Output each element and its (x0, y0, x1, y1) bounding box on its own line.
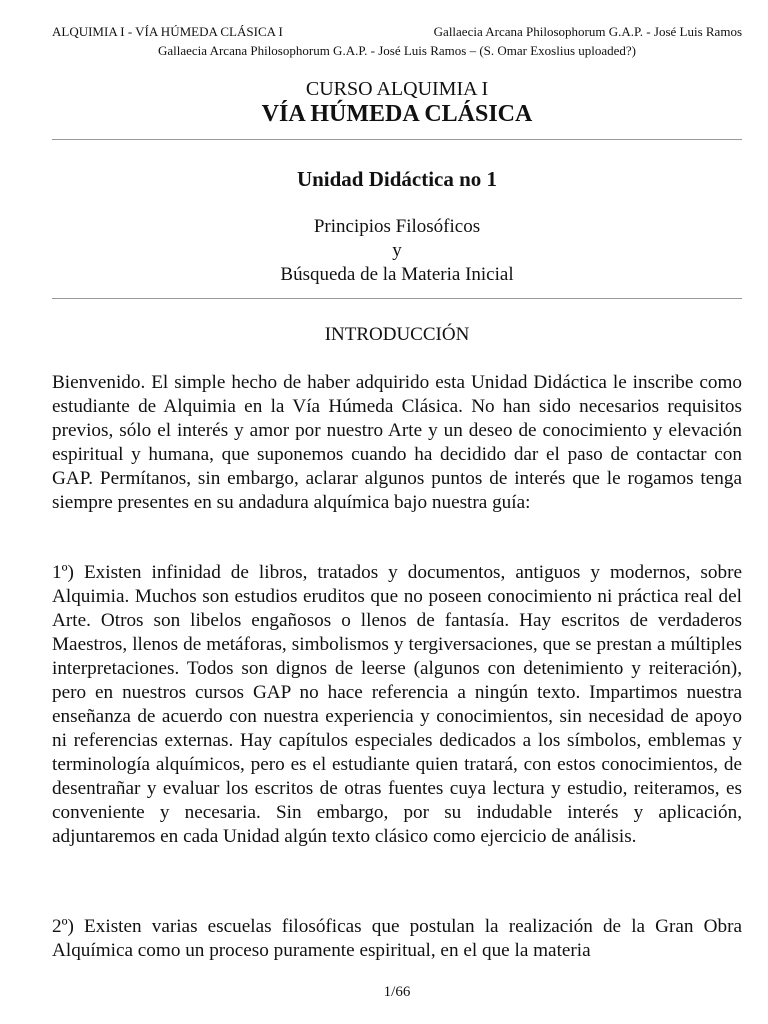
header-second-line: Gallaecia Arcana Philosophorum G.A.P. - José Luis Ramos – (S. Omar Exoslius uploaded?) (157, 43, 637, 58)
unit-subtitle-line: Búsqueda de la Materia Inicial (280, 264, 514, 285)
section-heading: INTRODUCCIÓN (324, 324, 470, 345)
divider-bottom (52, 298, 742, 299)
page-number: 1/66 (383, 984, 411, 1000)
unit-subtitle-line: y (392, 240, 402, 261)
unit-subtitle-line: Principios Filosóficos (313, 216, 481, 237)
header-right-text: Gallaecia Arcana Philosophorum G.A.P. - José Luis Ramos (433, 24, 742, 39)
unit-heading: Unidad Didáctica no 1 (296, 167, 498, 191)
header-left-text: ALQUIMIA I - VÍA HÚMEDA CLÁSICA I (52, 24, 283, 39)
document-page (52, 0, 742, 1024)
divider-top (52, 139, 742, 140)
body-paragraph-point-1: 1º) Existen infinidad de libros, tratados y documentos, antiguos y modernos, sobre Alquimia. Muchos son estudios eruditos que no poseen conocimiento ni práctica real del Arte. Otros son libelos engañosos o llenos de fantasía. Hay escritos de verdaderos Maestros, llenos de metáforas, simbolismos y tergiversaciones, que se prestan a múltiples interpretaciones. Todos son dignos de leerse (algunos con detenimiento y reiteración), pero en nuestros cursos GAP no hace referencia a ningún texto. Impartimos nuestra enseñanza de acuerdo con nuestra experiencia y conocimientos, sin necesidad de apoyo ni referencias externas. Hay capítulos especiales dedicados a los símbolos, emblemas y terminología alquímicos, pero es el estudiante quien tratará, con estos conocimientos, de desentrañar y evaluar los escritos de otras fuentes cuya lectura y estudio, reiteramos, es conveniente y necesaria. Sin embargo, por su indudable interés y aplicación, adjuntaremos en cada Unidad algún texto clásico como ejercicio de análisis. (52, 562, 742, 847)
course-title: VÍA HÚMEDA CLÁSICA (261, 101, 533, 127)
body-paragraph-point-2: 2º) Existen varias escuelas filosóficas que postulan la realización de la Gran Obra Alquímica como un proceso puramente espiritual, en el que la materia (52, 916, 742, 961)
course-label: CURSO ALQUIMIA I (305, 78, 489, 100)
body-paragraph-welcome: Bienvenido. El simple hecho de haber adquirido esta Unidad Didáctica le inscribe como estudiante de Alquimia en la Vía Húmeda Clásica. No han sido necesarios requisitos previos, sólo el interés y amor por nuestro Arte y un deseo de conocimiento y elevación espiritual y humana, que suponemos cuando ha decidido dar el paso de contactar con GAP. Permítanos, sin embargo, aclarar algunos puntos de interés que le rogamos tenga siempre presentes en su andadura alquímica bajo nuestra guía: (52, 372, 742, 513)
